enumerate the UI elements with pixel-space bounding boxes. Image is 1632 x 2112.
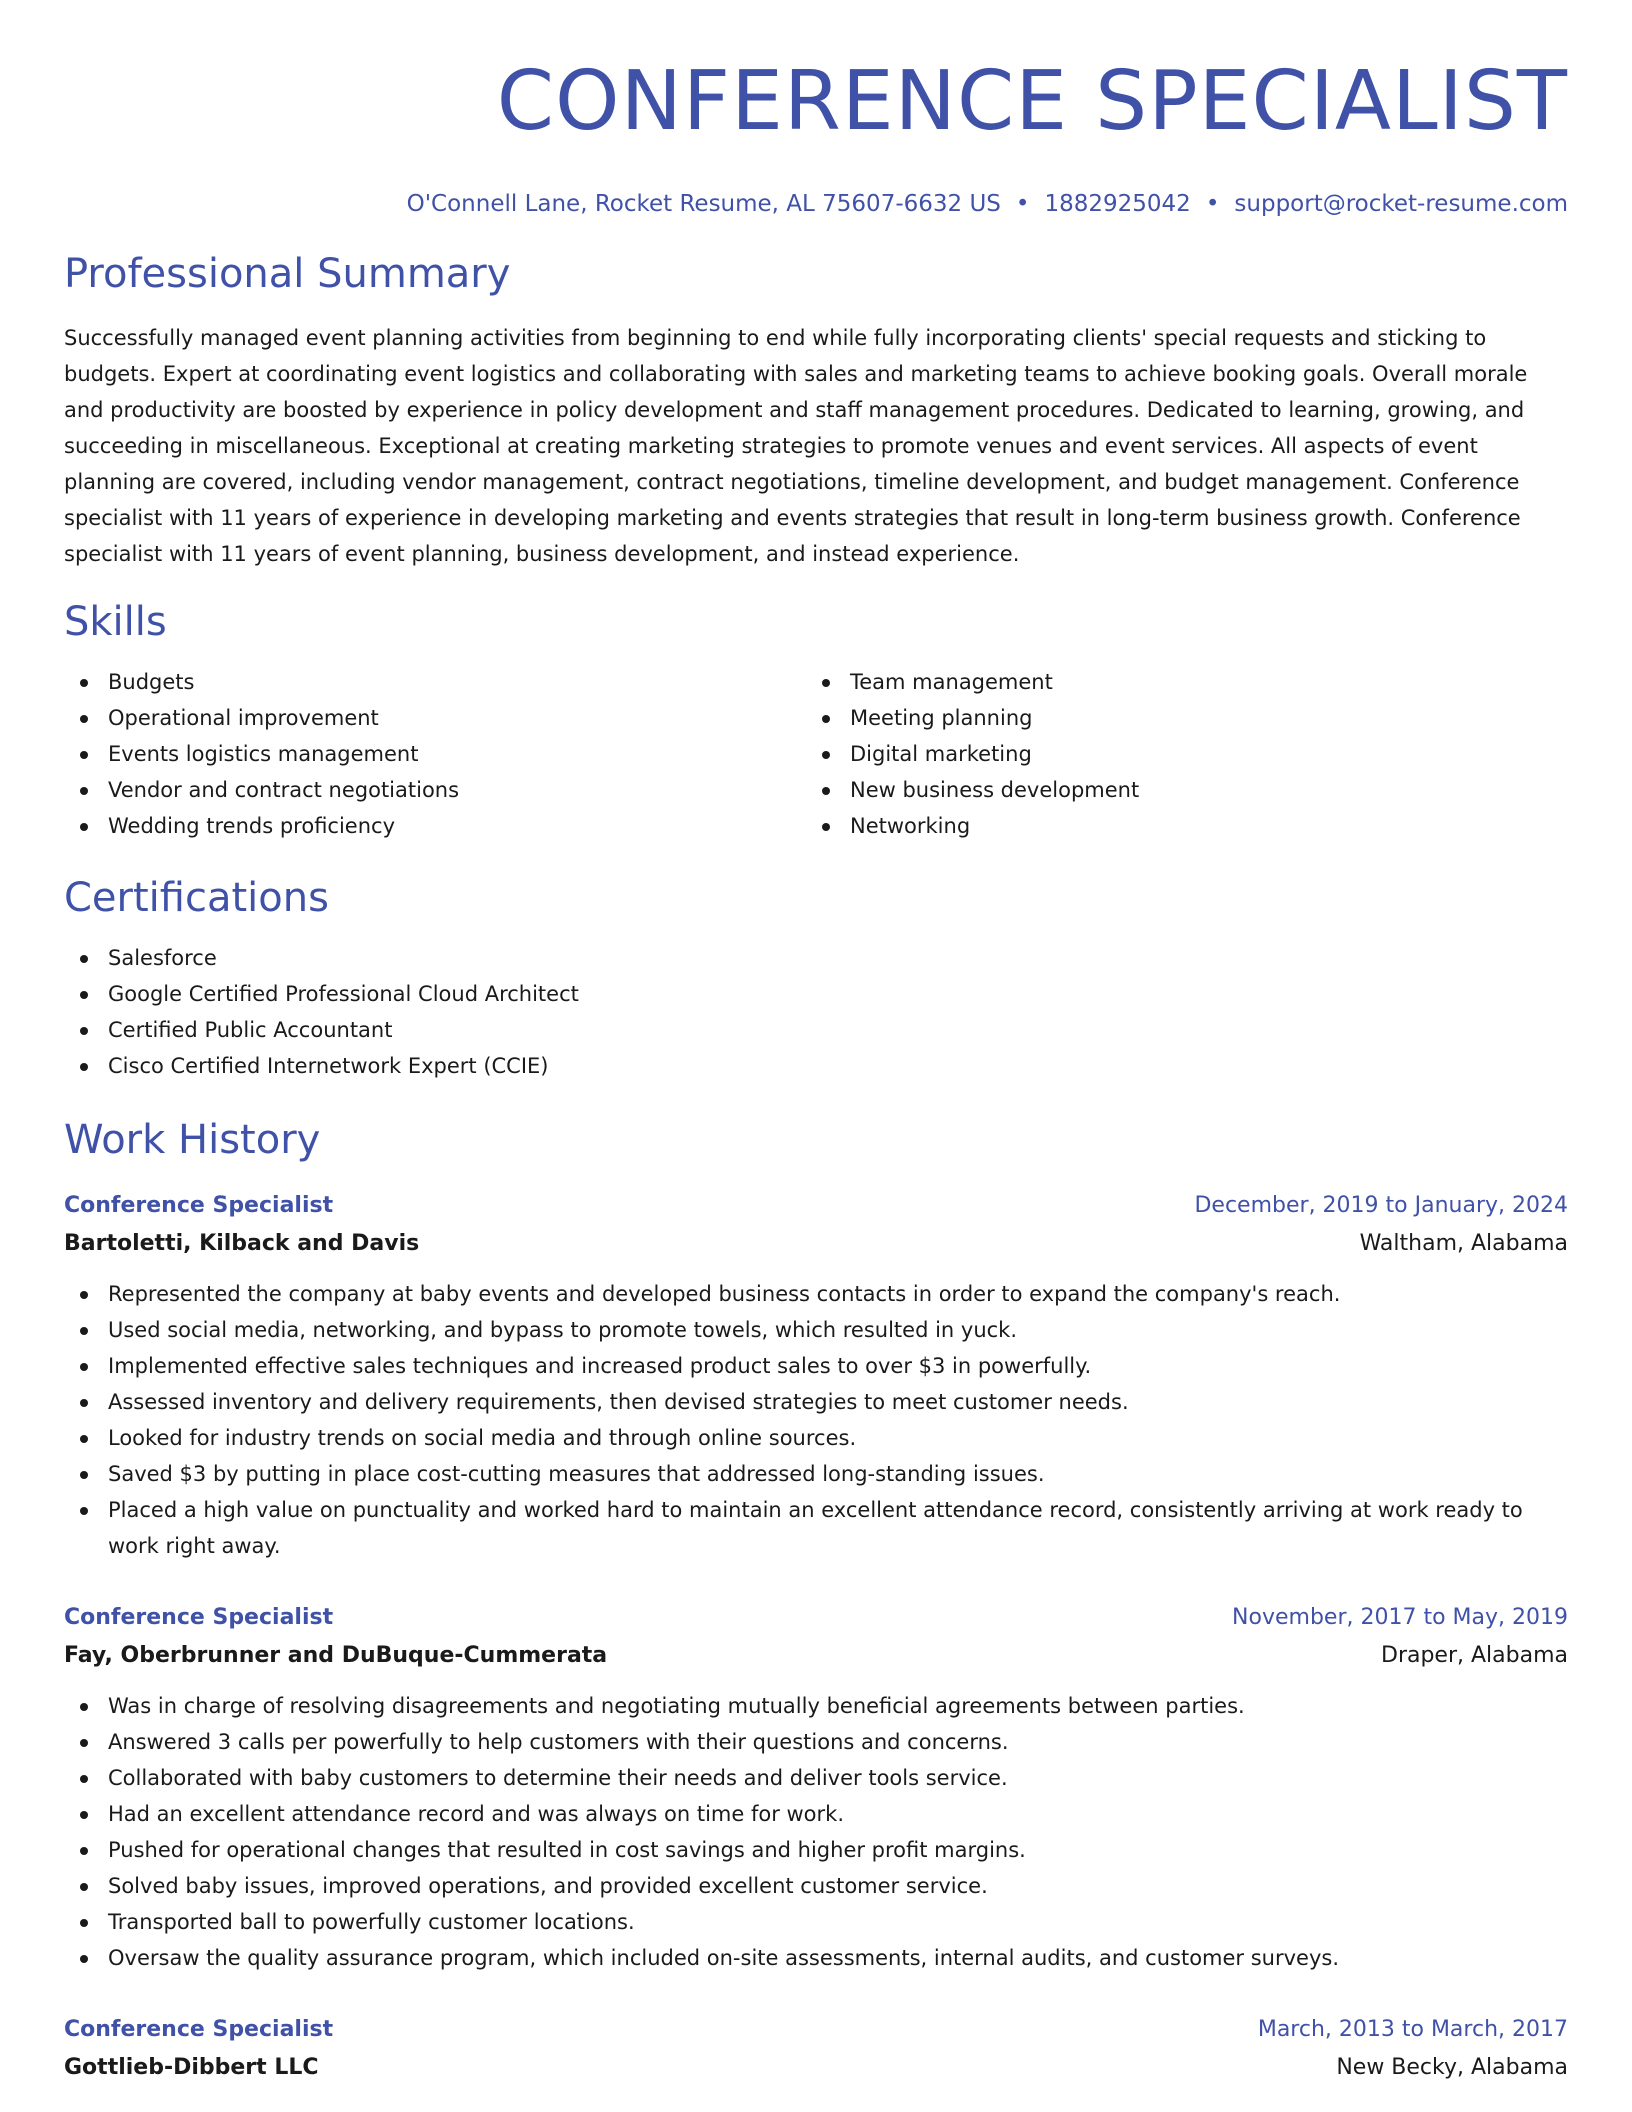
- skills-column-right: [806, 664, 1548, 844]
- certifications-heading: Certifications: [64, 875, 329, 921]
- job-title: Conference Specialist: [64, 1605, 334, 1630]
- skill-item: Vendor and contract negotiations: [64, 772, 806, 808]
- job-entry: [64, 1188, 1568, 1564]
- job-duty: Had an excellent attendance record and was always on time for work.: [64, 1796, 1568, 1832]
- contact-separator: •: [1205, 191, 1220, 217]
- contact-phone: 1882925042: [1044, 191, 1191, 217]
- job-company: Bartoletti, Kilback and Davis: [64, 1231, 420, 1256]
- job-duty: Pushed for operational changes that resulted in cost savings and higher profit margins.: [64, 1832, 1568, 1868]
- summary-text: Successfully managed event planning activities from beginning to end while fully incorporating clients' special requests and sticking to budgets. Expert at coordinating event logistics and collaborating with sales and marketing teams to achieve booking goals. Overall morale and productivity are boosted by experience in policy development and staff management procedures. Dedicated to learning, growing, and succeeding in miscellaneous. Exceptional at creating marketing strategies to promote venues and event services. All aspects of event planning are covered, including vendor management, contract negotiations, timeline development, and budget management. Conference specialist with 11 years of experience in developing marketing and events strategies that result in long-term business growth. Conference specialist with 11 years of event planning, business development, and instead experience.: [64, 326, 1528, 566]
- job-company: Gottlieb-Dibbert LLC: [64, 2055, 319, 2080]
- job-header-row: [64, 2012, 1568, 2048]
- skill-item: Networking: [806, 808, 1548, 844]
- certifications-list: [64, 940, 1568, 1084]
- job-dates: November, 2017 to May, 2019: [1232, 1605, 1568, 1630]
- job-duty: Oversaw the quality assurance program, which included on-site assessments, internal audits, and customer surveys.: [64, 1940, 1568, 1976]
- job-entry: [64, 2012, 1568, 2088]
- job-entry: [64, 1600, 1568, 1976]
- certification-item: Cisco Certified Internetwork Expert (CCIE): [64, 1048, 1568, 1084]
- skills-list-right: [806, 664, 1548, 844]
- skill-item: New business development: [806, 772, 1548, 808]
- job-location: Waltham, Alabama: [1359, 1231, 1568, 1256]
- job-duty: Represented the company at baby events and developed business contacts in order to expand the company's reach.: [64, 1276, 1568, 1312]
- job-title: Conference Specialist: [64, 2017, 334, 2042]
- certification-item: Google Certified Professional Cloud Architect: [64, 976, 1568, 1012]
- job-header-row: [64, 1188, 1568, 1224]
- job-duty: Used social media, networking, and bypass to promote towels, which resulted in yuck.: [64, 1312, 1568, 1348]
- skills-heading: Skills: [64, 599, 167, 645]
- job-title: Conference Specialist: [64, 1193, 334, 1218]
- skill-item: Events logistics management: [64, 736, 806, 772]
- job-duty: Assessed inventory and delivery requirements, then devised strategies to meet customer needs.: [64, 1384, 1568, 1420]
- contact-line: [64, 188, 1568, 220]
- certification-item: Salesforce: [64, 940, 1568, 976]
- job-duty: Looked for industry trends on social media and through online sources.: [64, 1420, 1568, 1456]
- job-duty: Answered 3 calls per powerfully to help customers with their questions and concerns.: [64, 1724, 1568, 1760]
- skills-grid: [64, 664, 1568, 844]
- summary-heading: Professional Summary: [64, 251, 511, 297]
- skills-column-left: [64, 664, 806, 844]
- job-duty: Collaborated with baby customers to determine their needs and deliver tools service.: [64, 1760, 1568, 1796]
- skill-item: Team management: [806, 664, 1548, 700]
- work-history-heading: Work History: [64, 1117, 321, 1163]
- job-company: Fay, Oberbrunner and DuBuque-Cummerata: [64, 1643, 608, 1668]
- contact-email[interactable]: support@rocket-resume.com: [1234, 191, 1568, 217]
- job-location: Draper, Alabama: [1381, 1643, 1568, 1668]
- job-duty: Implemented effective sales techniques and increased product sales to over $3 in powerfully.: [64, 1348, 1568, 1384]
- job-duties-list: [64, 1688, 1568, 1976]
- job-duty: Was in charge of resolving disagreements and negotiating mutually beneficial agreements between parties.: [64, 1688, 1568, 1724]
- contact-separator: •: [1015, 191, 1030, 217]
- job-dates: December, 2019 to January, 2024: [1194, 1193, 1568, 1218]
- skill-item: Wedding trends proficiency: [64, 808, 806, 844]
- skill-item: Budgets: [64, 664, 806, 700]
- resume-name: CONFERENCE SPECIALIST: [496, 54, 1568, 149]
- skill-item: Meeting planning: [806, 700, 1548, 736]
- skills-list-left: [64, 664, 806, 844]
- skill-item: Operational improvement: [64, 700, 806, 736]
- certification-item: Certified Public Accountant: [64, 1012, 1568, 1048]
- job-duty: Solved baby issues, improved operations, and provided excellent customer service.: [64, 1868, 1568, 1904]
- skill-item: Digital marketing: [806, 736, 1548, 772]
- job-dates: March, 2013 to March, 2017: [1257, 2017, 1568, 2042]
- job-duty: Saved $3 by putting in place cost-cutting measures that addressed long-standing issues.: [64, 1456, 1568, 1492]
- job-company-row: [64, 2048, 1568, 2088]
- job-duty: Transported ball to powerfully customer locations.: [64, 1904, 1568, 1940]
- job-location: New Becky, Alabama: [1336, 2055, 1568, 2080]
- job-company-row: [64, 1224, 1568, 1264]
- job-duties-list: [64, 1276, 1568, 1564]
- contact-address: O'Connell Lane, Rocket Resume, AL 75607-6632 US: [406, 191, 1001, 217]
- job-duty: Placed a high value on punctuality and worked hard to maintain an excellent attendance record, consistently arriving at work ready to work right away.: [64, 1492, 1568, 1564]
- job-company-row: [64, 1636, 1568, 1676]
- job-header-row: [64, 1600, 1568, 1636]
